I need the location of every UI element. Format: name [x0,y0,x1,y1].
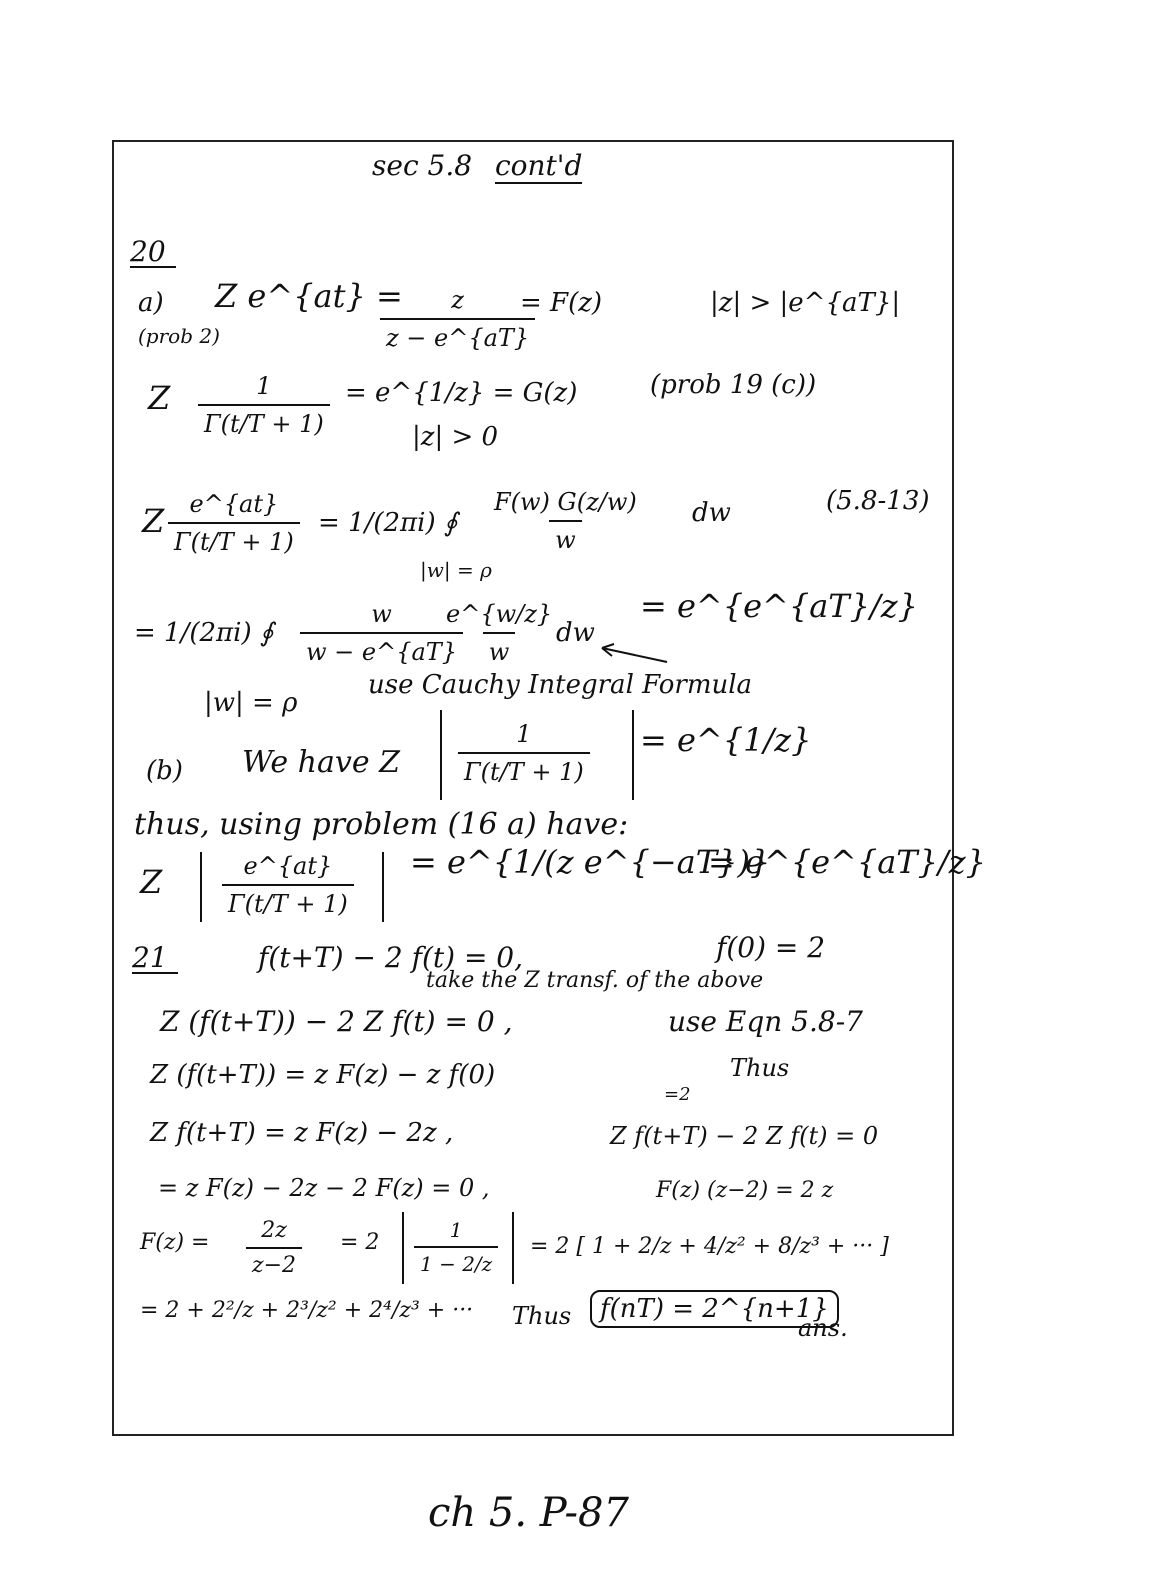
line2-frac-den: Γ(t/T + 1) [198,404,330,438]
part-b-result: = e^{1/z} [640,721,812,759]
final-mid: = e^{1/(z e^{−aT})} [410,843,771,881]
line3-fraction [168,490,300,556]
line4-frac2-num: e^{w/z} [446,600,553,628]
final-result: = e^{e^{aT}/z} [708,843,986,881]
problem-21-label: 21 [132,944,178,974]
p21-eq2-note: use Eqn 5.8-7 [668,1005,863,1038]
line4-fraction-1 [300,600,463,666]
line3-int-den: w [549,520,582,554]
p21-eq3: Z (f(t+T)) = z F(z) − z f(0) [150,1060,496,1090]
line2-frac-num: 1 [256,372,272,400]
part-b-frac-num: 1 [516,720,532,748]
p21-eq1: f(t+T) − 2 f(t) = 0, [258,941,524,974]
p21-eq6-frac-den: z−2 [246,1247,302,1278]
part-b-frac-den: Γ(t/T + 1) [458,752,590,786]
part-b-text: We have Z [242,745,400,780]
line1-frac-num: z [451,286,464,314]
final-lhs: Z [140,863,163,901]
p21-eq3-sub: =2 [664,1084,691,1105]
ans-label: ans. [798,1314,848,1342]
p21-eq5-right: F(z) (z−2) = 2 z [656,1178,834,1203]
p21-init: f(0) = 2 [716,931,826,964]
part-b-label: (b) [146,756,183,786]
prob-ref-2: (prob 2) [138,324,220,348]
thus-text: thus, using problem (16 a) have: [134,807,629,842]
line1-frac-den: z − e^{aT} [380,318,535,352]
p21-eq5: = z F(z) − 2z − 2 F(z) = 0 , [158,1174,490,1202]
line2-fraction [198,372,330,438]
final-frac-num: e^{at} [243,852,333,880]
section-title-suffix: cont'd [494,149,583,182]
line3-dw: dw [692,498,731,528]
line3-contour: |w| = ρ [420,558,492,582]
line1-fraction [380,286,535,352]
line4-coef: = 1/(2πi) ∮ [134,618,274,648]
p21-eq2: Z (f(t+T)) − 2 Z f(t) = 0 , [160,1005,513,1038]
p21-eq3-note: Thus [730,1054,790,1082]
line4-fraction-2 [440,600,558,666]
p21-note1: take the Z transf. of the above [426,968,764,993]
p21-eq6-fraction-2 [414,1218,498,1276]
cauchy-note: use Cauchy Integral Formula [368,670,753,700]
p21-eq7: = 2 + 2²/z + 2³/z² + 2⁴/z³ + ··· [140,1298,474,1323]
section-title-prefix: sec 5.8 [372,149,473,182]
p21-eq4-right: Z f(t+T) − 2 Z f(t) = 0 [610,1122,879,1150]
answer-box: f(nT) = 2^{n+1} [590,1290,839,1328]
line4-result: = e^{e^{aT}/z} [640,587,918,625]
part-b-fraction [458,720,590,786]
p21-eq6-frac-num: 2z [261,1218,287,1243]
line3-int-num: F(w) G(z/w) [494,488,637,516]
line2-ref: (prob 19 (c)) [650,370,817,400]
p21-eq6-fraction [246,1218,302,1278]
p21-eq4: Z f(t+T) = z F(z) − 2z , [150,1118,454,1148]
final-fraction [222,852,354,918]
line2-lhs: Z [148,379,171,417]
p21-eq6-frac2-den: 1 − 2/z [414,1246,498,1276]
line3-frac-den: Γ(t/T + 1) [168,522,300,556]
line4-dw: dw [556,618,595,648]
line1-eq: = F(z) [520,288,603,318]
line3-frac-num: e^{at} [189,490,279,518]
line4-frac2-den: w [483,632,516,666]
line1-lhs: Z e^{at} = [215,277,403,315]
p21-eq6-right: = 2 [ 1 + 2/z + 4/z² + 8/z³ + ··· ] [530,1234,889,1259]
line4-frac1-den: w − e^{aT} [300,632,463,666]
problem-20-label: 20 [130,238,176,268]
line3-eq-ref: (5.8-13) [826,486,930,516]
section-title [372,149,583,182]
p21-eq6-mid: = 2 [340,1230,380,1255]
p21-eq6-frac2-num: 1 [449,1218,463,1242]
line2-eq: = e^{1/z} = G(z) [345,378,578,408]
line1-cond: |z| > |e^{aT}| [710,288,901,318]
line3-coef: = 1/(2πi) ∮ [318,508,458,538]
line4-contour: |w| = ρ [204,688,298,718]
final-frac-den: Γ(t/T + 1) [222,884,354,918]
p21-eq6-lhs: F(z) = [140,1230,210,1255]
part-a-label: a) [138,288,164,318]
line3-integrand [488,488,643,554]
p21-eq7-thus: Thus [512,1302,572,1330]
line4-frac1-num: w [371,600,392,628]
page-reference: ch 5. P-87 [428,1490,629,1536]
line3-lhs: Z [142,502,165,540]
line2-cond: |z| > 0 [412,422,499,452]
cauchy-arrow-icon [592,640,672,670]
